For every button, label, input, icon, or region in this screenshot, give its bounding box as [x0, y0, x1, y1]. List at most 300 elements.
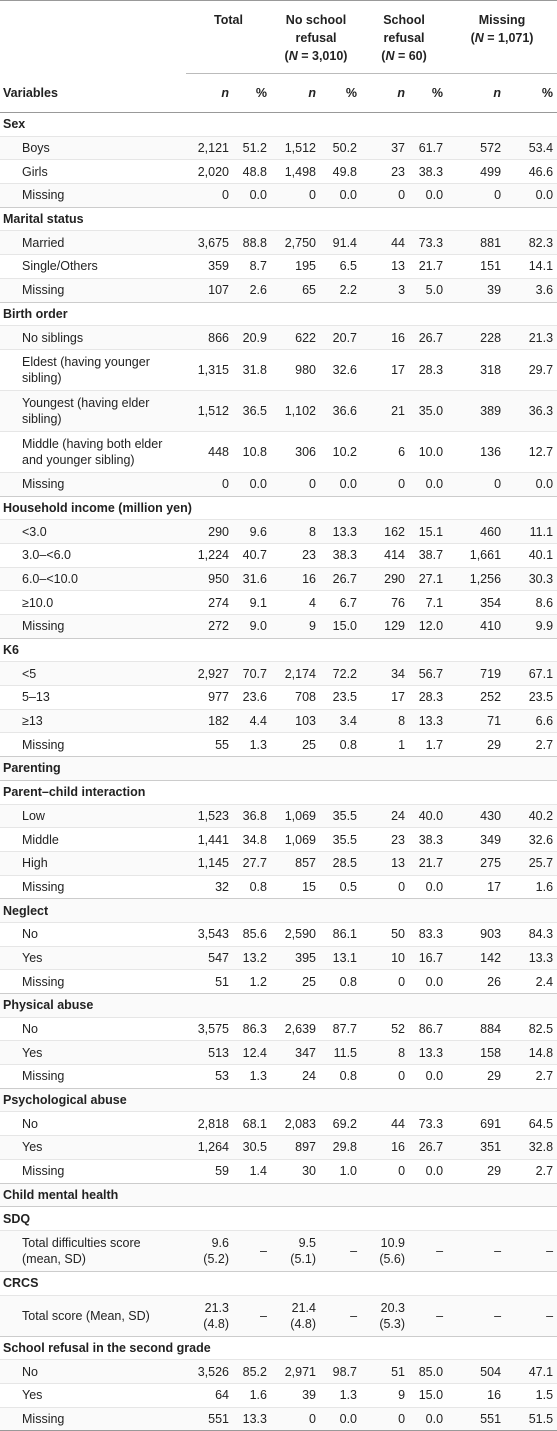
cell-pct: 13.3 — [320, 520, 361, 544]
cell-pct: 21.7 — [409, 255, 447, 279]
section-label: Marital status — [0, 207, 557, 231]
cell-n: 354 — [447, 591, 505, 615]
section-label: Child mental health — [0, 1183, 557, 1207]
cell-n: – — [447, 1295, 505, 1336]
table-row — [0, 1112, 557, 1136]
cell-pct: 6.6 — [505, 709, 557, 733]
cell-pct: 26.7 — [320, 567, 361, 591]
cell-pct: 0.0 — [409, 970, 447, 994]
cell-pct: 35.0 — [409, 390, 447, 431]
cell-pct: 28.3 — [409, 686, 447, 710]
cell-pct: 32.8 — [505, 1136, 557, 1160]
cell-n: 252 — [447, 686, 505, 710]
table-row — [0, 709, 557, 733]
cell-pct: 12.4 — [233, 1041, 271, 1065]
cell-pct: 1.2 — [233, 970, 271, 994]
table-row — [0, 160, 557, 184]
cell-n: 359 — [186, 255, 233, 279]
cell-n: 52 — [361, 1017, 409, 1041]
cell-n: 0 — [361, 184, 409, 208]
cell-n: 50 — [361, 922, 409, 946]
cell-pct: 28.3 — [409, 349, 447, 390]
row-label: Yes — [0, 1383, 186, 1407]
cell-n: 3,575 — [186, 1017, 233, 1041]
cell-pct: 13.3 — [409, 709, 447, 733]
cell-pct: 3.4 — [320, 709, 361, 733]
cell-n: 2,971 — [271, 1360, 320, 1384]
table-row — [0, 1295, 557, 1336]
group-sub: (N = 1,071) — [470, 31, 534, 45]
cell-pct: 61.7 — [409, 136, 447, 160]
cell-n: 0 — [271, 472, 320, 496]
cell-pct: 0.8 — [320, 970, 361, 994]
cell-n: 71 — [447, 709, 505, 733]
section-row — [0, 1336, 557, 1360]
cell-n: 0 — [186, 184, 233, 208]
section-row — [0, 1183, 557, 1207]
cell-n: 547 — [186, 946, 233, 970]
cell-n: 21 — [361, 390, 409, 431]
row-label: Total score (Mean, SD) — [0, 1295, 186, 1336]
cell-pct: – — [233, 1230, 271, 1271]
cell-pct: 86.3 — [233, 1017, 271, 1041]
cell-pct: 82.3 — [505, 231, 557, 255]
cell-pct: 13.1 — [320, 946, 361, 970]
cell-n: 8 — [361, 709, 409, 733]
cell-n: 16 — [271, 567, 320, 591]
group-sub: (N = 3,010) — [284, 49, 348, 63]
cell-n: 1,264 — [186, 1136, 233, 1160]
section-label: Sex — [0, 113, 557, 137]
table-row — [0, 1136, 557, 1160]
section-label: SDQ — [0, 1207, 557, 1231]
cell-pct: 14.8 — [505, 1041, 557, 1065]
cell-n: 25 — [271, 733, 320, 757]
cell-pct: 2.2 — [320, 278, 361, 302]
cell-n: 1,498 — [271, 160, 320, 184]
cell-pct: 29.7 — [505, 349, 557, 390]
cell-n: 51 — [361, 1360, 409, 1384]
cell-pct: 38.3 — [409, 828, 447, 852]
cell-pct: 21.3 — [505, 326, 557, 350]
cell-n: 13 — [361, 255, 409, 279]
header-blank — [0, 1, 186, 74]
cell-pct: 68.1 — [233, 1112, 271, 1136]
n-header: n — [361, 74, 409, 113]
cell-n: 17 — [447, 875, 505, 899]
cell-pct: – — [505, 1295, 557, 1336]
cell-pct: 30.3 — [505, 567, 557, 591]
cell-n: 9 — [361, 1383, 409, 1407]
cell-n: 29 — [447, 1065, 505, 1089]
cell-pct: 2.7 — [505, 1065, 557, 1089]
cell-pct: 12.0 — [409, 615, 447, 639]
cell-n: 21.3 (4.8) — [186, 1295, 233, 1336]
cell-pct: – — [320, 1295, 361, 1336]
table-row — [0, 946, 557, 970]
cell-pct: 98.7 — [320, 1360, 361, 1384]
pct-header: % — [320, 74, 361, 113]
cell-n: 274 — [186, 591, 233, 615]
cell-pct: 38.3 — [320, 543, 361, 567]
row-label: <3.0 — [0, 520, 186, 544]
table-row — [0, 349, 557, 390]
cell-n: 23 — [361, 828, 409, 852]
cell-pct: 70.7 — [233, 662, 271, 686]
cell-n: 2,590 — [271, 922, 320, 946]
table-row — [0, 828, 557, 852]
cell-n: 64 — [186, 1383, 233, 1407]
cell-n: 195 — [271, 255, 320, 279]
cell-n: 13 — [361, 851, 409, 875]
cell-n: 24 — [361, 804, 409, 828]
cell-pct: 23.5 — [320, 686, 361, 710]
cell-n: 0 — [271, 1407, 320, 1431]
group-header-no-refusal — [271, 1, 361, 74]
n-header: n — [447, 74, 505, 113]
table-row — [0, 184, 557, 208]
row-label: Yes — [0, 1041, 186, 1065]
cell-n: 0 — [361, 1065, 409, 1089]
cell-n: 16 — [361, 1136, 409, 1160]
cell-pct: 36.6 — [320, 390, 361, 431]
section-label: Physical abuse — [0, 994, 557, 1018]
cell-pct: 1.6 — [505, 875, 557, 899]
cell-n: 8 — [271, 520, 320, 544]
cell-pct: 0.0 — [409, 472, 447, 496]
cell-pct: 0.0 — [320, 472, 361, 496]
cell-n: 0 — [186, 472, 233, 496]
row-label: Youngest (having elder sibling) — [0, 390, 186, 431]
row-label: No — [0, 1112, 186, 1136]
row-label: <5 — [0, 662, 186, 686]
cell-n: 0 — [361, 472, 409, 496]
cell-n: 622 — [271, 326, 320, 350]
cell-n: 158 — [447, 1041, 505, 1065]
cell-n: 719 — [447, 662, 505, 686]
section-row — [0, 113, 557, 137]
cell-pct: 11.1 — [505, 520, 557, 544]
cell-n: 17 — [361, 686, 409, 710]
cell-pct: 0.0 — [320, 184, 361, 208]
cell-pct: 1.4 — [233, 1159, 271, 1183]
cell-n: 347 — [271, 1041, 320, 1065]
cell-n: 1,441 — [186, 828, 233, 852]
cell-n: 2,927 — [186, 662, 233, 686]
group-sub: (N = 60) — [381, 49, 427, 63]
cell-pct: 88.8 — [233, 231, 271, 255]
row-label: Eldest (having younger sibling) — [0, 349, 186, 390]
cell-n: 395 — [271, 946, 320, 970]
cell-pct: 87.7 — [320, 1017, 361, 1041]
cell-pct: 9.1 — [233, 591, 271, 615]
cell-n: 32 — [186, 875, 233, 899]
cell-pct: 10.8 — [233, 431, 271, 472]
cell-n: 1,102 — [271, 390, 320, 431]
cell-n: 272 — [186, 615, 233, 639]
table-row — [0, 851, 557, 875]
cell-n: 691 — [447, 1112, 505, 1136]
table-row — [0, 970, 557, 994]
group-header-row — [0, 1, 557, 74]
cell-pct: 12.7 — [505, 431, 557, 472]
cell-pct: 40.2 — [505, 804, 557, 828]
cell-pct: 5.0 — [409, 278, 447, 302]
cell-n: 16 — [447, 1383, 505, 1407]
cell-pct: 3.6 — [505, 278, 557, 302]
section-label: Psychological abuse — [0, 1088, 557, 1112]
cell-n: 44 — [361, 1112, 409, 1136]
cell-pct: 32.6 — [505, 828, 557, 852]
row-label: Yes — [0, 946, 186, 970]
variables-header: Variables — [0, 74, 186, 113]
section-label: Parent–child interaction — [0, 780, 557, 804]
cell-pct: 0.0 — [409, 875, 447, 899]
cell-n: 34 — [361, 662, 409, 686]
cell-n: 16 — [361, 326, 409, 350]
cell-n: 1,661 — [447, 543, 505, 567]
group-header-missing — [447, 1, 557, 74]
cell-pct: 31.6 — [233, 567, 271, 591]
row-label: Middle — [0, 828, 186, 852]
section-row — [0, 899, 557, 923]
cell-pct: – — [233, 1295, 271, 1336]
cell-n: 65 — [271, 278, 320, 302]
cell-pct: 6.5 — [320, 255, 361, 279]
group-header-refusal — [361, 1, 447, 74]
cell-pct: – — [409, 1230, 447, 1271]
cell-n: 162 — [361, 520, 409, 544]
cell-pct: 85.2 — [233, 1360, 271, 1384]
table-body — [0, 113, 557, 1431]
cell-pct: 11.5 — [320, 1041, 361, 1065]
table-row — [0, 804, 557, 828]
n-header: n — [186, 74, 233, 113]
table-row — [0, 1407, 557, 1431]
cell-pct: 0.0 — [409, 1065, 447, 1089]
cell-pct: – — [505, 1230, 557, 1271]
column-header-row — [0, 74, 557, 113]
cell-pct: 9.6 — [233, 520, 271, 544]
table-row — [0, 543, 557, 567]
cell-n: 513 — [186, 1041, 233, 1065]
cell-pct: 1.3 — [320, 1383, 361, 1407]
cell-pct: 51.2 — [233, 136, 271, 160]
cell-pct: 1.0 — [320, 1159, 361, 1183]
cell-pct: 0.0 — [233, 184, 271, 208]
cell-n: 55 — [186, 733, 233, 757]
row-label: Missing — [0, 970, 186, 994]
row-label: 5–13 — [0, 686, 186, 710]
cell-n: 1,145 — [186, 851, 233, 875]
cell-pct: 26.7 — [409, 1136, 447, 1160]
cell-n: 884 — [447, 1017, 505, 1041]
row-label: Girls — [0, 160, 186, 184]
cell-n: 290 — [186, 520, 233, 544]
cell-n: 318 — [447, 349, 505, 390]
cell-n: 3,543 — [186, 922, 233, 946]
cell-n: 897 — [271, 1136, 320, 1160]
row-label: Yes — [0, 1136, 186, 1160]
cell-n: 410 — [447, 615, 505, 639]
table-row — [0, 1383, 557, 1407]
cell-n: 2,083 — [271, 1112, 320, 1136]
cell-n: 1,512 — [271, 136, 320, 160]
cell-n: 151 — [447, 255, 505, 279]
table-header — [0, 1, 557, 113]
group-label: Missing — [478, 13, 526, 27]
row-label: Missing — [0, 1065, 186, 1089]
cell-pct: 14.1 — [505, 255, 557, 279]
row-label: Missing — [0, 184, 186, 208]
cell-n: 3,675 — [186, 231, 233, 255]
cell-pct: 34.8 — [233, 828, 271, 852]
cell-n: 2,818 — [186, 1112, 233, 1136]
cell-n: 142 — [447, 946, 505, 970]
cell-pct: 15.1 — [409, 520, 447, 544]
group-header-total — [186, 1, 271, 74]
table-row — [0, 520, 557, 544]
cell-pct: 0.0 — [233, 472, 271, 496]
cell-pct: 73.3 — [409, 231, 447, 255]
cell-n: 551 — [447, 1407, 505, 1431]
row-label: Missing — [0, 278, 186, 302]
cell-pct: 27.7 — [233, 851, 271, 875]
cell-pct: 86.7 — [409, 1017, 447, 1041]
row-label: 3.0–<6.0 — [0, 543, 186, 567]
group-label: No school refusal — [285, 13, 347, 45]
cell-pct: 0.8 — [233, 875, 271, 899]
cell-pct: 64.5 — [505, 1112, 557, 1136]
cell-n: 349 — [447, 828, 505, 852]
cell-n: 107 — [186, 278, 233, 302]
cell-pct: 82.5 — [505, 1017, 557, 1041]
section-row — [0, 994, 557, 1018]
cell-pct: 16.7 — [409, 946, 447, 970]
cell-n: 351 — [447, 1136, 505, 1160]
row-label: Boys — [0, 136, 186, 160]
cell-pct: 1.6 — [233, 1383, 271, 1407]
cell-n: 9 — [271, 615, 320, 639]
section-label: Parenting — [0, 757, 557, 781]
cell-pct: 10.0 — [409, 431, 447, 472]
cell-pct: 20.9 — [233, 326, 271, 350]
cell-pct: 13.3 — [233, 1407, 271, 1431]
cell-n: 23 — [361, 160, 409, 184]
cell-pct: 49.8 — [320, 160, 361, 184]
row-label: ≥10.0 — [0, 591, 186, 615]
table-row — [0, 875, 557, 899]
cell-n: 15 — [271, 875, 320, 899]
cell-n: 136 — [447, 431, 505, 472]
cell-n: 39 — [447, 278, 505, 302]
table-row — [0, 922, 557, 946]
cell-n: 950 — [186, 567, 233, 591]
cell-pct: 9.0 — [233, 615, 271, 639]
cell-n: 708 — [271, 686, 320, 710]
cell-pct: 28.5 — [320, 851, 361, 875]
cell-n: 460 — [447, 520, 505, 544]
cell-pct: 40.7 — [233, 543, 271, 567]
cell-pct: 8.6 — [505, 591, 557, 615]
cell-n: 448 — [186, 431, 233, 472]
cell-n: 39 — [271, 1383, 320, 1407]
cell-n: 3 — [361, 278, 409, 302]
cell-pct: 85.6 — [233, 922, 271, 946]
cell-n: 0 — [361, 1159, 409, 1183]
cell-n: – — [447, 1230, 505, 1271]
cell-pct: 13.2 — [233, 946, 271, 970]
table-row — [0, 615, 557, 639]
cell-pct: 85.0 — [409, 1360, 447, 1384]
cell-pct: 35.5 — [320, 804, 361, 828]
cell-n: 980 — [271, 349, 320, 390]
cell-n: 977 — [186, 686, 233, 710]
row-label: Middle (having both elder and younger sibling) — [0, 431, 186, 472]
cell-n: 0 — [361, 875, 409, 899]
cell-n: 2,174 — [271, 662, 320, 686]
cell-pct: 1.5 — [505, 1383, 557, 1407]
section-label: Birth order — [0, 302, 557, 326]
cell-pct: 0.8 — [320, 1065, 361, 1089]
cell-n: 1,224 — [186, 543, 233, 567]
cell-pct: 40.1 — [505, 543, 557, 567]
cell-pct: 47.1 — [505, 1360, 557, 1384]
section-row — [0, 757, 557, 781]
cell-n: 2,121 — [186, 136, 233, 160]
row-label: Missing — [0, 1159, 186, 1183]
cell-pct: 51.5 — [505, 1407, 557, 1431]
cell-pct: 84.3 — [505, 922, 557, 946]
cell-pct: 30.5 — [233, 1136, 271, 1160]
table-row — [0, 255, 557, 279]
cell-n: 10 — [361, 946, 409, 970]
cell-pct: 73.3 — [409, 1112, 447, 1136]
cell-pct: 0.8 — [320, 733, 361, 757]
cell-pct: – — [409, 1295, 447, 1336]
cell-n: 20.3 (5.3) — [361, 1295, 409, 1336]
cell-pct: 46.6 — [505, 160, 557, 184]
cell-n: 306 — [271, 431, 320, 472]
cell-pct: 7.1 — [409, 591, 447, 615]
section-row — [0, 207, 557, 231]
cell-n: 414 — [361, 543, 409, 567]
row-label: Missing — [0, 875, 186, 899]
table-row — [0, 1360, 557, 1384]
cell-pct: 1.7 — [409, 733, 447, 757]
cell-n: 275 — [447, 851, 505, 875]
cell-pct: 0.0 — [409, 184, 447, 208]
cell-pct: 0.0 — [409, 1159, 447, 1183]
cell-pct: 38.7 — [409, 543, 447, 567]
cell-pct: 26.7 — [409, 326, 447, 350]
cell-n: 499 — [447, 160, 505, 184]
cell-pct: 0.0 — [505, 184, 557, 208]
table-row — [0, 591, 557, 615]
section-row — [0, 1207, 557, 1231]
cell-pct: 1.3 — [233, 733, 271, 757]
cell-pct: 53.4 — [505, 136, 557, 160]
table-row — [0, 1159, 557, 1183]
section-row — [0, 780, 557, 804]
row-label: 6.0–<10.0 — [0, 567, 186, 591]
cell-pct: 13.3 — [409, 1041, 447, 1065]
cell-pct: 27.1 — [409, 567, 447, 591]
cell-pct: 21.7 — [409, 851, 447, 875]
cell-pct: 23.5 — [505, 686, 557, 710]
cell-n: 10.9 (5.6) — [361, 1230, 409, 1271]
cell-n: 26 — [447, 970, 505, 994]
